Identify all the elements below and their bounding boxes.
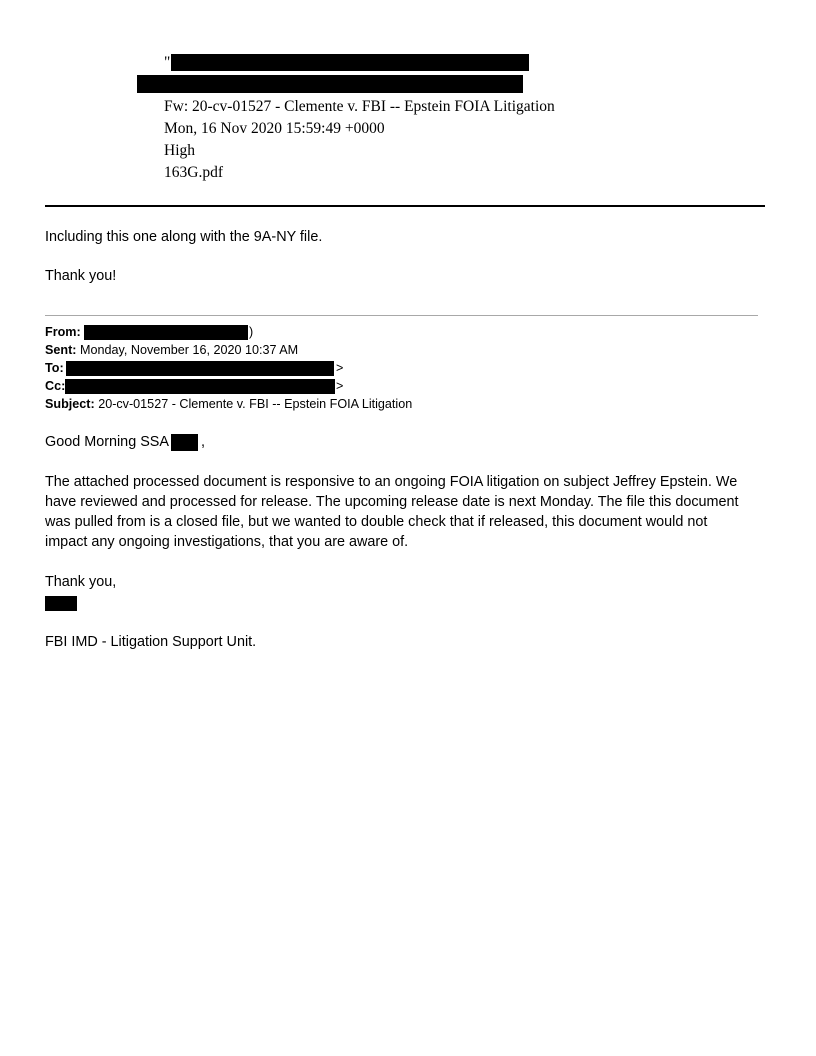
- paragraph-line: was pulled from is a closed file, but we wanted to double check that if released, this document would not: [45, 514, 708, 530]
- fwd-sent-label: Sent:: [45, 343, 77, 357]
- subject-value: Fw: 20-cv-01527 - Clemente v. FBI -- Epstein FOIA Litigation: [164, 98, 555, 115]
- fwd-cc-row: [45, 377, 344, 395]
- forward-divider: [45, 315, 758, 316]
- redaction-bar: [137, 75, 523, 93]
- fwd-cc-label: Cc:: [45, 379, 66, 393]
- redaction-bar: [66, 361, 334, 376]
- signature-unit: FBI IMD - Litigation Support Unit.: [45, 634, 257, 650]
- redaction-bar: [171, 434, 198, 451]
- redaction-bar: [84, 325, 248, 340]
- redaction-bar: [45, 596, 77, 611]
- fwd-subject-label: Subject:: [45, 397, 95, 411]
- fwd-to-suffix: >: [336, 361, 344, 375]
- fwd-subject-value: 20-cv-01527 - Clemente v. FBI -- Epstein FOIA Litigation: [98, 397, 413, 411]
- fwd-sent-value: Monday, November 16, 2020 10:37 AM: [79, 343, 299, 357]
- reply-thanks: Thank you!: [45, 268, 117, 284]
- fwd-to-row: [45, 359, 344, 377]
- fwd-cc-suffix: >: [336, 379, 344, 393]
- importance-value: High: [164, 142, 195, 159]
- redaction-bar: [171, 54, 529, 71]
- greeting: Good Morning SSA: [45, 434, 169, 450]
- fwd-subject-row: [45, 395, 412, 413]
- greeting-suffix: ,: [201, 434, 205, 450]
- fwd-from-suffix: ): [249, 325, 254, 339]
- fwd-sent-row: [45, 341, 298, 359]
- paragraph-line: impact any ongoing investigations, that you are aware of.: [45, 534, 409, 550]
- date-value: Mon, 16 Nov 2020 15:59:49 +0000: [164, 120, 385, 137]
- message-paragraph: [45, 472, 765, 552]
- fwd-from-label: From:: [45, 325, 81, 339]
- closing: Thank you,: [45, 574, 117, 590]
- paragraph-line: The attached processed document is responsive to an ongoing FOIA litigation on subject Jeffrey Epstein. We: [45, 474, 738, 490]
- fwd-from-row: [45, 323, 254, 341]
- from-value: ": [164, 54, 171, 71]
- redaction-bar: [65, 379, 335, 394]
- reply-line: Including this one along with the 9A-NY file.: [45, 229, 323, 245]
- paragraph-line: have reviewed and processed for release. The upcoming release date is next Monday. The file this document: [45, 494, 739, 510]
- fwd-to-label: To:: [45, 361, 64, 375]
- header-divider: [45, 205, 765, 207]
- attachments-value[interactable]: 163G.pdf: [164, 164, 223, 181]
